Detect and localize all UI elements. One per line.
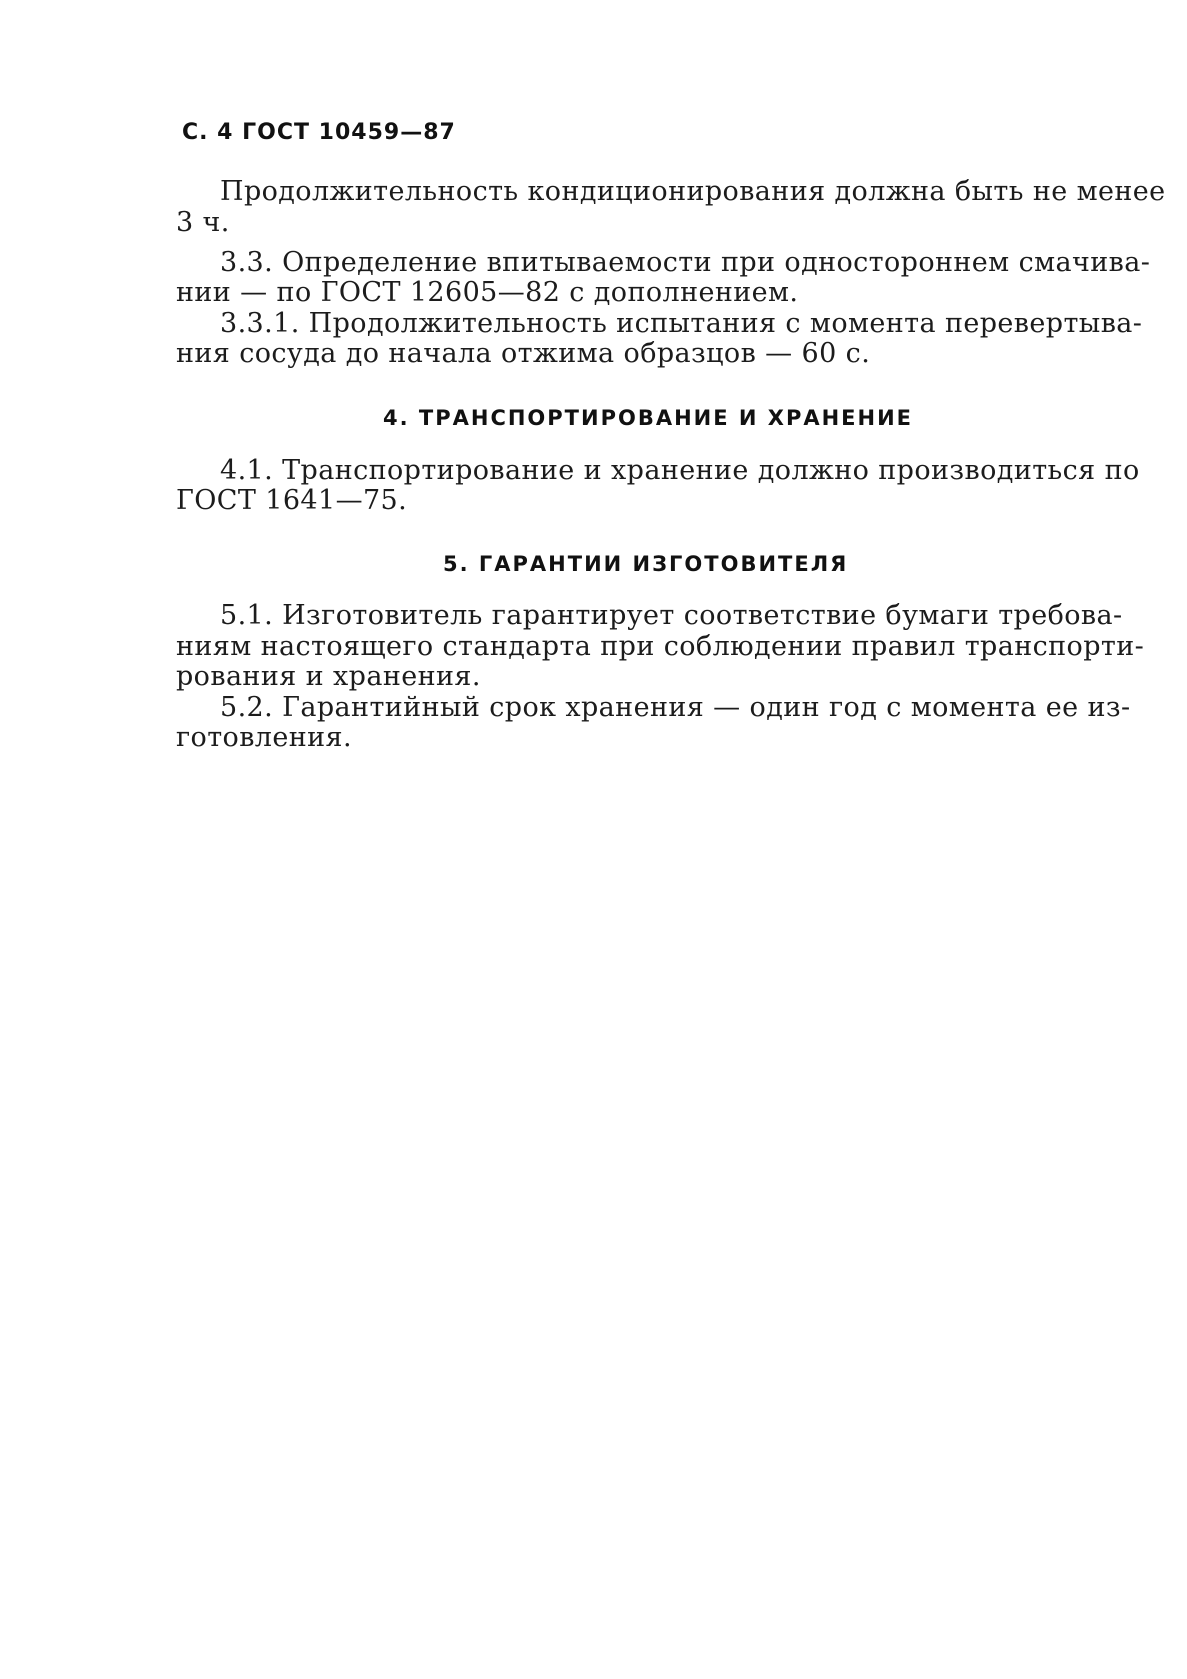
paragraph-line: 4.1. Транспортирование и хранение должно производиться по — [220, 455, 1140, 486]
section-heading: 4. ТРАНСПОРТИРОВАНИЕ И ХРАНЕНИЕ — [383, 406, 914, 430]
paragraph-line: 3.3.1. Продолжительность испытания с момента перевертыва- — [220, 308, 1143, 339]
paragraph-line: 5.2. Гарантийный срок хранения — один год с момента ее из- — [220, 692, 1131, 723]
paragraph-line: ГОСТ 1641—75. — [176, 485, 408, 516]
paragraph-line: Продолжительность кондиционирования должна быть не менее — [220, 176, 1166, 207]
paragraph-line: ниям настоящего стандарта при соблюдении правил транспорти- — [176, 631, 1145, 662]
paragraph-line: нии — по ГОСТ 12605—82 с дополнением. — [176, 277, 799, 308]
section-heading: 5. ГАРАНТИИ ИЗГОТОВИТЕЛЯ — [443, 552, 849, 576]
paragraph-line: 3 ч. — [176, 207, 230, 238]
paragraph-line: ния сосуда до начала отжима образцов — 60 с. — [176, 338, 871, 369]
paragraph-line: 5.1. Изготовитель гарантирует соответствие бумаги требова- — [220, 600, 1123, 631]
paragraph-line: рования и хранения. — [176, 661, 481, 692]
paragraph-line: готовления. — [176, 722, 352, 753]
paragraph-line: 3.3. Определение впитываемости при одностороннем смачива- — [220, 247, 1151, 278]
page-header: С. 4 ГОСТ 10459—87 — [182, 120, 456, 145]
